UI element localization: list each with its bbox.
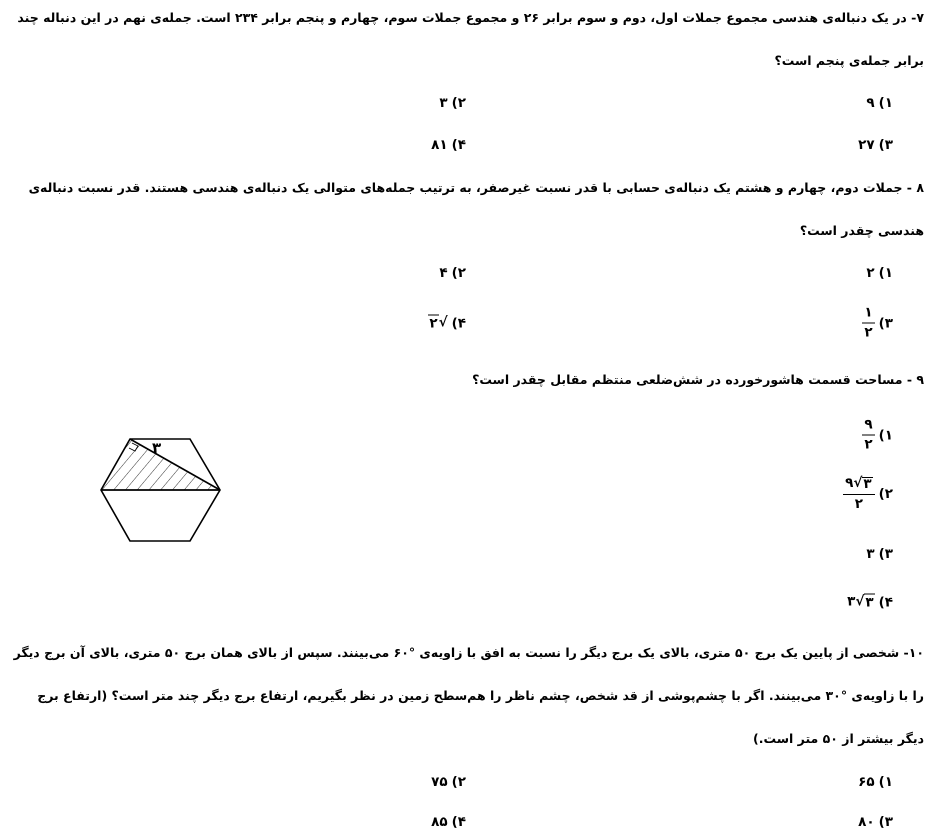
- coefficient: ۹: [845, 475, 854, 491]
- numerator: ۹: [862, 419, 874, 436]
- option-label: ۳): [878, 137, 893, 153]
- option-value: ۲۷: [858, 137, 875, 153]
- q10-text: [10, 631, 924, 760]
- q10-option-1[interactable]: [858, 774, 893, 790]
- q9-text: [10, 358, 924, 401]
- q9-body: [0, 401, 938, 615]
- option-value: ۷۵: [431, 774, 448, 790]
- option-label: ۳): [878, 546, 893, 562]
- denominator: ۲: [864, 324, 873, 340]
- q9-text-line1: ۹ - مساحت قسمت هاشورخورده در شش‌ضلعی منتظم مقابل چقدر است؟: [472, 372, 924, 387]
- q8-options-row-2: [0, 294, 938, 352]
- option-value: ۳: [866, 546, 875, 562]
- option-value: ۲: [866, 265, 875, 281]
- numerator: [843, 477, 875, 495]
- q8-option-3[interactable]: [862, 304, 893, 340]
- hexagon-side-label: ۳: [152, 439, 162, 457]
- q9-options-row-1: [0, 401, 938, 469]
- denominator: ۲: [864, 436, 873, 452]
- q10-text-line2: زاویه‌ی °۳۰ می‌بینند. اگر با چشم‌پوشی از قد شخص، چشم ناظر را هم‌سطح زمین در نظر بگیریم، ارتفاع برج دیگر چند متر است؟ (ارتفاع برج دیگر بیشتر از ۵۰ متر است.): [37, 688, 924, 746]
- option-label: ۳): [878, 814, 893, 830]
- fraction: [862, 304, 874, 340]
- q10-option-4[interactable]: [431, 814, 466, 830]
- q9-options-row-4: [0, 589, 938, 615]
- q8-options-row-1: [0, 252, 938, 294]
- option-value: ۳: [439, 95, 448, 111]
- fraction: [843, 477, 875, 511]
- coefficient: ۳: [847, 593, 856, 610]
- q7-option-3[interactable]: [858, 137, 893, 153]
- radicand: ۳: [865, 594, 874, 611]
- q10-option-2[interactable]: [431, 774, 466, 790]
- q9-option-2[interactable]: [843, 477, 893, 511]
- option-label: ۴): [451, 137, 466, 153]
- option-label: ۴): [451, 315, 466, 331]
- radical-expression: [847, 594, 875, 611]
- option-label: ۱): [878, 774, 893, 790]
- question-10: [0, 631, 938, 840]
- numerator: ۱: [862, 307, 874, 324]
- q7-text: [10, 0, 924, 82]
- q8-option-4[interactable]: [428, 315, 466, 332]
- q9-option-3[interactable]: [866, 546, 893, 562]
- q7-option-1[interactable]: [866, 95, 893, 111]
- q9-option-4[interactable]: [847, 594, 893, 611]
- option-label: ۴): [878, 594, 893, 610]
- fraction: [862, 416, 874, 452]
- option-label: ۲): [878, 486, 893, 502]
- square-root: [428, 315, 447, 332]
- radicand: ۳: [863, 476, 872, 492]
- option-value: ۸۵: [431, 814, 448, 830]
- q8-option-1[interactable]: [866, 265, 893, 281]
- option-label: ۱): [878, 265, 893, 281]
- option-value: ۴: [439, 265, 448, 281]
- q10-text-line1: ۱۰- شخصی از پایین یک برج ۵۰ متری، بالای یک برج دیگر را نسبت به افق با زاویه‌ی °۶۰ می‌بینند. سپس از بالای همان برج ۵۰ متری، بالای آن برج دیگر را با: [13, 645, 924, 703]
- q7-options-row-2: [0, 124, 938, 166]
- option-label: ۲): [451, 774, 466, 790]
- option-value: ۹: [866, 95, 875, 111]
- radical-sign-icon: √: [855, 593, 865, 610]
- q9-options-row-2: [0, 469, 938, 519]
- option-label: ۱): [878, 427, 893, 443]
- q8-text-line1: ۸ - جملات دوم، چهارم و هشتم یک دنباله‌ی حسابی با قدر نسبت غیرصفر، به ترتیب جمله‌های متوالی یک دنباله‌ی هندسی هستند. قدر نسبت دنباله‌ی: [28, 180, 924, 195]
- q10-option-3[interactable]: [858, 814, 893, 830]
- q10-options-row-1: [0, 760, 938, 804]
- q8-text-line2: هندسی چقدر است؟: [799, 223, 924, 238]
- q10-options-row-2: [0, 804, 938, 840]
- q8-text: [10, 166, 924, 252]
- radical-sign-icon: √: [438, 314, 448, 331]
- option-label: ۱): [878, 95, 893, 111]
- radicand: ۲: [429, 315, 438, 332]
- option-value: ۶۵: [858, 774, 875, 790]
- question-7: [0, 0, 938, 166]
- option-label: ۲): [451, 265, 466, 281]
- question-9: [0, 358, 938, 615]
- radical-sign-icon: √: [853, 475, 863, 491]
- q8-option-2[interactable]: [439, 265, 466, 281]
- q7-text-line2: برابر جمله‌ی پنجم است؟: [774, 53, 924, 68]
- option-label: ۴): [451, 814, 466, 830]
- option-value: ۸۱: [431, 137, 448, 153]
- option-label: ۲): [451, 95, 466, 111]
- q7-option-4[interactable]: [431, 137, 466, 153]
- denominator: ۲: [854, 495, 863, 512]
- q7-option-2[interactable]: [439, 95, 466, 111]
- question-8: [0, 166, 938, 352]
- option-value: ۸۰: [858, 814, 875, 830]
- option-label: ۳): [878, 315, 893, 331]
- q7-options-row-1: [0, 82, 938, 124]
- q9-option-1[interactable]: [862, 416, 893, 452]
- q7-text-line1: ۷- در یک دنباله‌ی هندسی مجموع جملات اول، دوم و سوم برابر ۲۶ و مجموع جملات سوم، چهارم و پنجم برابر ۲۳۴ است. جمله‌ی نهم در این دنباله چند: [17, 10, 924, 25]
- q9-options-row-3: [0, 519, 938, 589]
